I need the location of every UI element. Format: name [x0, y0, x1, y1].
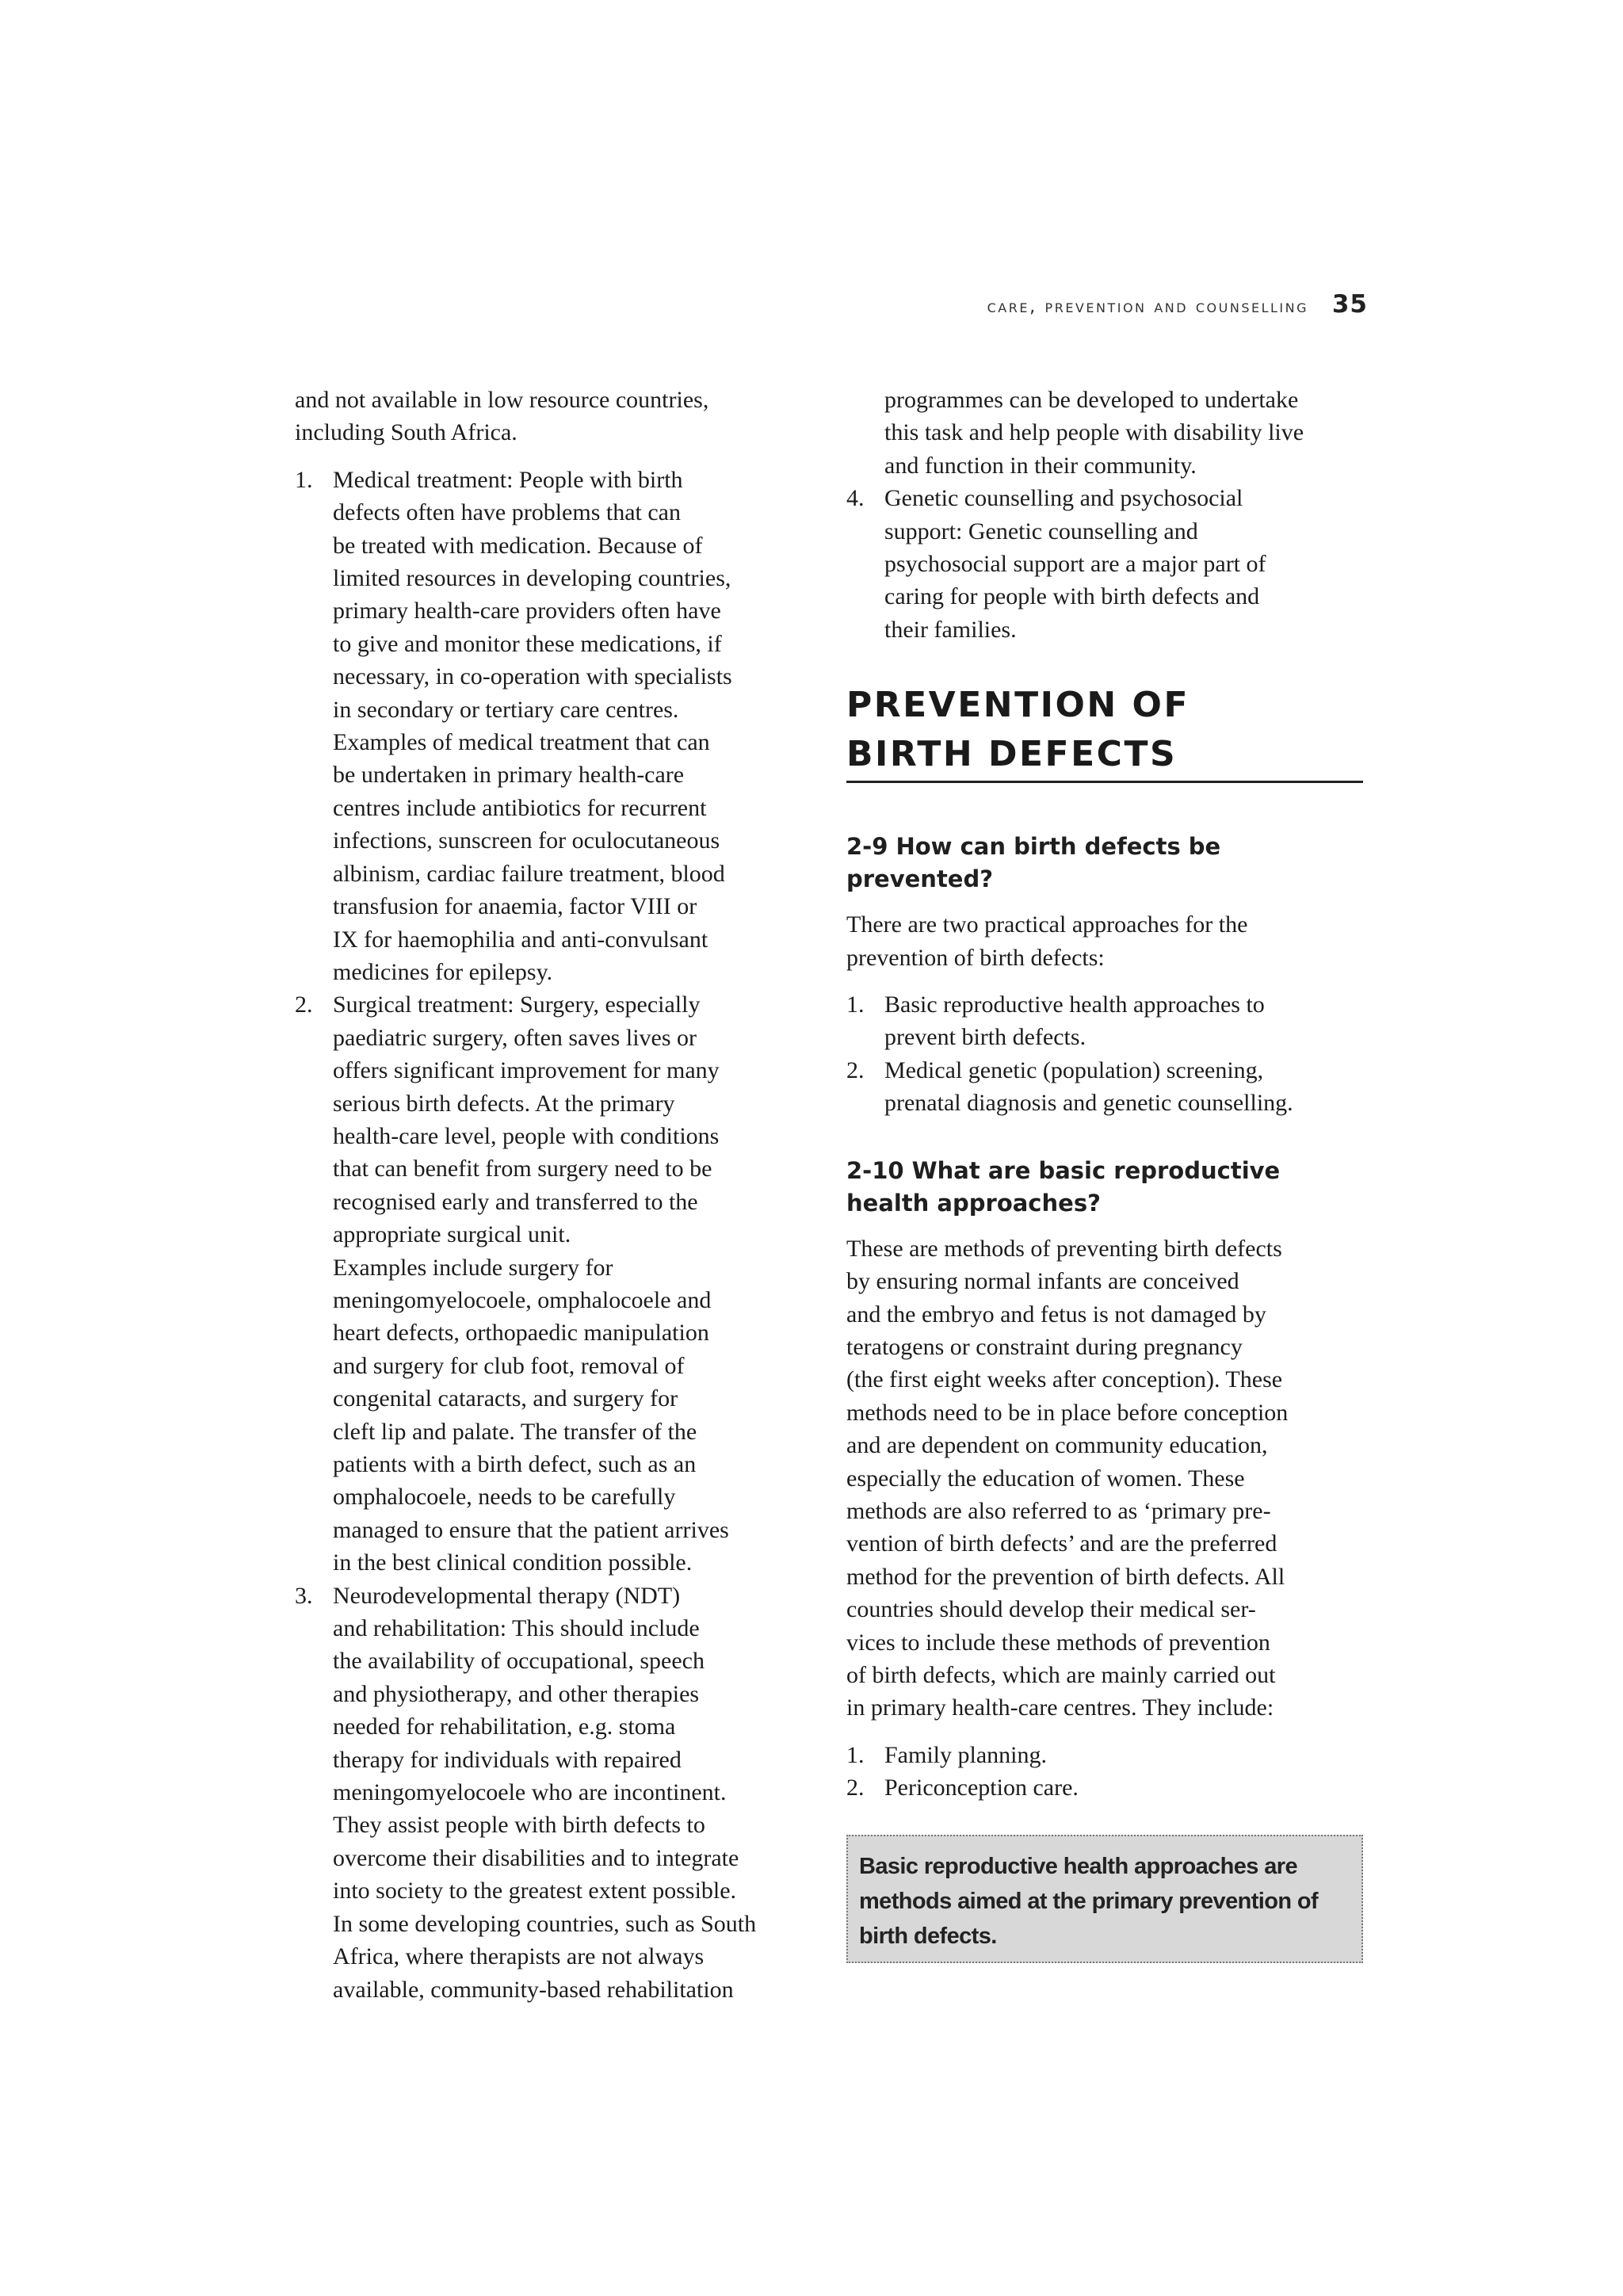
- list-number: 4.: [846, 485, 865, 512]
- list-item-text: [333, 988, 810, 1579]
- text-line: into society to the greatest extent possible.: [333, 1878, 737, 1904]
- text-line: primary health-care providers often have: [333, 598, 721, 625]
- text-line: (the first eight weeks after conception). These: [846, 1366, 1283, 1393]
- section-title: PREVENTION OF BIRTH DEFECTS: [846, 681, 1363, 783]
- text-line: and are dependent on community education,: [846, 1432, 1268, 1459]
- text-line: prevention of birth defects:: [846, 944, 1105, 971]
- text-line: IX for haemophilia and anti-convulsant: [333, 926, 708, 953]
- text-line: necessary, in co-operation with specialists: [333, 663, 732, 690]
- text-line: meningomyelocoele who are incontinent.: [333, 1779, 727, 1806]
- text-line: In some developing countries, such as South: [333, 1910, 757, 1937]
- text-line: and the embryo and fetus is not damaged by: [846, 1301, 1266, 1328]
- list-item-1: [295, 464, 810, 989]
- list-item-4: [846, 482, 1363, 646]
- text-line: by ensuring normal infants are conceived: [846, 1268, 1239, 1295]
- text-line: defects often have problems that can: [333, 499, 681, 526]
- text-line: recognised early and transferred to the: [333, 1188, 698, 1215]
- text-line: Neurodevelopmental therapy (NDT): [333, 1582, 681, 1609]
- text-line: birth defects.: [859, 1923, 997, 1949]
- methods-list: [846, 1739, 1363, 1805]
- text-line: prenatal diagnosis and genetic counselling.: [884, 1090, 1293, 1117]
- text-line: countries should develop their medical ser-: [846, 1596, 1256, 1623]
- question-2-10-body: [846, 1232, 1363, 1725]
- text-line: Medical genetic (population) screening,: [884, 1056, 1264, 1083]
- text-line: vention of birth defects’ and are the preferred: [846, 1530, 1277, 1557]
- text-line: therapy for individuals with repaired: [333, 1746, 682, 1773]
- intro-paragraph: and not available in low resource countries, including South Africa.: [295, 387, 709, 446]
- right-column: [846, 384, 1363, 1963]
- list-number: 2.: [295, 991, 313, 1018]
- text-line: medicines for epilepsy.: [333, 958, 553, 985]
- text-line: Medical treatment: People with birth: [333, 466, 683, 493]
- text-line: centres include antibiotics for recurrent: [333, 794, 707, 821]
- text-line: in secondary or tertiary care centres.: [333, 696, 679, 723]
- text-line: be treated with medication. Because of: [333, 532, 703, 559]
- page-number: 35: [1331, 290, 1368, 319]
- text-line: Basic reproductive health approaches are: [859, 1853, 1297, 1879]
- text-line: offers significant improvement for many: [333, 1057, 720, 1084]
- text-line: Periconception care.: [884, 1775, 1079, 1801]
- list-item-text: [333, 464, 810, 989]
- question-2-9-intro: [846, 908, 1363, 974]
- text-line: and function in their community.: [884, 452, 1197, 479]
- text-line: health approaches?: [846, 1189, 1101, 1217]
- text-line: Surgical treatment: Surgery, especially: [333, 991, 701, 1018]
- text-line: These are methods of preventing birth defects: [846, 1235, 1282, 1262]
- text-line: patients with a birth defect, such as an: [333, 1451, 697, 1477]
- method-item-1: [846, 1739, 1363, 1771]
- approach-item-1: [846, 988, 1363, 1054]
- approaches-list: [846, 988, 1363, 1120]
- text-line: cleft lip and palate. The transfer of the: [333, 1418, 697, 1445]
- text-line: transfusion for anaemia, factor VIII or: [333, 893, 697, 920]
- text-line: programmes can be developed to undertake: [884, 387, 1299, 413]
- text-line: appropriate surgical unit.: [333, 1221, 571, 1248]
- left-column: [295, 384, 810, 2006]
- text-line: available, community-based rehabilitation: [333, 1976, 734, 2003]
- text-line: Examples include surgery for: [333, 1254, 613, 1281]
- text-line: Genetic counselling and psychosocial: [884, 485, 1243, 512]
- text-line: that can benefit from surgery need to be: [333, 1156, 712, 1182]
- text-line: 2-9 How can birth defects be prevented?: [846, 833, 1221, 893]
- text-line: overcome their disabilities and to integrate: [333, 1844, 739, 1871]
- text-line: Africa, where therapists are not always: [333, 1943, 705, 1970]
- running-head: care, prevention and counselling: [987, 296, 1308, 317]
- text-line: congenital cataracts, and surgery for: [333, 1385, 678, 1412]
- list-item-text: [333, 1580, 810, 2006]
- text-line: be undertaken in primary health-care: [333, 762, 685, 789]
- approach-item-2: [846, 1054, 1363, 1120]
- text-line: Family planning.: [884, 1741, 1047, 1768]
- text-line: meningomyelocoele, omphalocoele and: [333, 1286, 712, 1313]
- text-line: Basic reproductive health approaches to: [884, 991, 1265, 1018]
- text-line: and rehabilitation: This should include: [333, 1615, 700, 1642]
- text-line: paediatric surgery, often saves lives or: [333, 1024, 697, 1051]
- text-line: infections, sunscreen for oculocutaneous: [333, 827, 720, 854]
- list-number: 3.: [295, 1582, 313, 1609]
- text-line: methods aimed at the primary prevention of: [859, 1888, 1319, 1914]
- list-number: 1.: [846, 991, 865, 1018]
- text-line: 2-10 What are basic reproductive: [846, 1156, 1281, 1184]
- text-line: albinism, cardiac failure treatment, blood: [333, 860, 725, 887]
- list-item-text: [884, 988, 1363, 1054]
- text-line: their families.: [884, 616, 1017, 643]
- text-line: psychosocial support are a major part of: [884, 551, 1266, 578]
- text-line: Examples of medical treatment that can: [333, 729, 710, 756]
- question-heading-2-10: [846, 1155, 1363, 1220]
- text-line: especially the education of women. These: [846, 1465, 1245, 1492]
- list-number: 2.: [846, 1775, 865, 1801]
- text-line: limited resources in developing countries,: [333, 565, 731, 592]
- text-line: omphalocoele, needs to be carefully: [333, 1484, 676, 1511]
- text-line: methods need to be in place before conception: [846, 1399, 1289, 1426]
- text-line: They assist people with birth defects to: [333, 1812, 705, 1839]
- text-line: vices to include these methods of prevention: [846, 1629, 1270, 1656]
- text-line: teratogens or constraint during pregnancy: [846, 1333, 1243, 1360]
- text-line: the availability of occupational, speech: [333, 1648, 705, 1675]
- list-item-text: [884, 1739, 1363, 1771]
- callout-box: [846, 1835, 1363, 1963]
- list-number: 1.: [295, 466, 313, 493]
- text-line: health-care level, people with conditions: [333, 1122, 720, 1149]
- text-line: and physiotherapy, and other therapies: [333, 1680, 700, 1707]
- text-line: methods are also referred to as ‘primary pre-: [846, 1497, 1271, 1524]
- text-line: of birth defects, which are mainly carried out: [846, 1661, 1276, 1688]
- list-item-text: [884, 1054, 1363, 1120]
- text-line: to give and monitor these medications, if: [333, 630, 722, 657]
- text-line: method for the prevention of birth defects. All: [846, 1563, 1285, 1590]
- list-number: 2.: [846, 1056, 865, 1083]
- method-item-2: [846, 1771, 1363, 1804]
- list-item-2: [295, 988, 810, 1579]
- text-line: There are two practical approaches for the: [846, 911, 1248, 938]
- list-item-text: [884, 1771, 1363, 1804]
- text-line: heart defects, orthopaedic manipulation: [333, 1320, 709, 1347]
- question-heading-2-9: [846, 831, 1363, 896]
- text-line: needed for rehabilitation, e.g. stoma: [333, 1713, 676, 1740]
- list-continuation: [846, 384, 1363, 482]
- text-line: serious birth defects. At the primary: [333, 1090, 675, 1117]
- treatment-list: [295, 464, 810, 2006]
- text-line: and surgery for club foot, removal of: [333, 1352, 685, 1379]
- text-line: prevent birth defects.: [884, 1024, 1086, 1051]
- text-line: caring for people with birth defects and: [884, 583, 1260, 610]
- list-item-text: [884, 482, 1363, 646]
- text-line: in the best clinical condition possible.: [333, 1549, 693, 1576]
- list-number: 1.: [846, 1741, 865, 1768]
- list-item-3: [295, 1580, 810, 2006]
- text-line: managed to ensure that the patient arrives: [333, 1516, 729, 1543]
- text-line: support: Genetic counselling and: [884, 518, 1198, 544]
- text-line: in primary health-care centres. They include:: [846, 1694, 1274, 1721]
- text-line: this task and help people with disability live: [884, 419, 1304, 446]
